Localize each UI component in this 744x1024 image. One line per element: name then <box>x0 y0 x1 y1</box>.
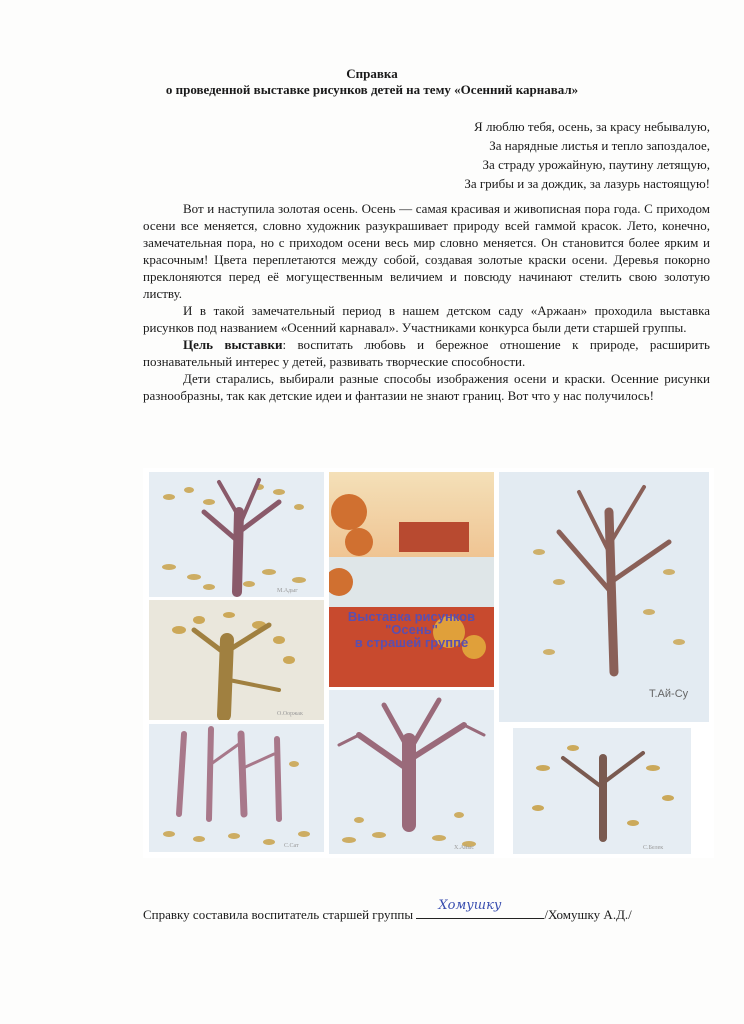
goal-text: : воспитать любовь и бережное отношение к природе, расширить познавательный интерес у детей, развивать творческие способности. <box>143 337 710 369</box>
drawing-tile <box>149 600 324 720</box>
drawing-tile <box>149 472 324 597</box>
poster-caption-line: Выставка рисунков <box>347 609 476 624</box>
poem-line: Я люблю тебя, осень, за красу небывалую, <box>474 119 710 134</box>
signature-field <box>416 898 544 919</box>
goal-label: Цель выставки <box>183 337 283 352</box>
drawing-tile <box>329 690 494 854</box>
drawings-collage <box>143 468 714 858</box>
doc-title: Справка <box>346 66 398 81</box>
drawing-signature: Т.Ай-Су <box>649 688 689 700</box>
poster-caption-line: в страшей группе <box>354 635 469 650</box>
paragraph: Вот и наступила золотая осень. Осень — самая красивая и живописная пора года. С приходом осени все меняется, словно художник разукрашивает природу всей гаммой красок. Лето, конечно, замечательная пора, но с приходом осени весь мир словно меняется. Он становится более ярким и красочным! Цвета переплетаются между собой, создавая золотые краски осени. Деревья покорно преклоняются перед её могущественным величием и повсюду начинают стелить свою золотую листву. <box>143 201 710 301</box>
poem-line: За нарядные листья и тепло запоздалое, <box>489 138 710 153</box>
report-body <box>143 200 710 404</box>
poem <box>464 117 710 193</box>
doc-subtitle: о проведенной выставке рисунков детей на тему «Осенний карнавал» <box>165 82 579 97</box>
signature-prefix: Справку составила воспитатель старшей группы <box>143 907 414 922</box>
paragraph: И в такой замечательный период в нашем детском саду «Аржаан» проходила выставка рисунков под названием «Осенний карнавал». Участниками конкурса были дети старшей группы. <box>143 303 710 335</box>
drawing-signature: С.Белек <box>643 845 664 851</box>
drawing-signature: О.Ооржак <box>277 711 303 717</box>
poem-line: За грибы и за дождик, за лазурь настоящую! <box>464 176 710 191</box>
paragraph <box>143 336 710 370</box>
poem-line: За страду урожайную, паутину летящую, <box>482 157 710 172</box>
exhibition-poster <box>329 472 494 687</box>
poster-caption-line: "Осень" <box>385 622 438 637</box>
drawing-signature: С.Сат <box>284 843 299 849</box>
drawing-tile <box>499 472 709 722</box>
drawing-signature: М.Адыг <box>277 588 298 594</box>
drawing-signature: Х.Айыс <box>454 845 475 851</box>
handwritten-signature: Хомушку <box>438 898 502 913</box>
drawing-tile <box>513 728 691 854</box>
drawing-tile <box>149 724 324 852</box>
paragraph: Дети старались, выбирали разные способы изображения осени и краски. Осенние рисунки разнообразны, так как детские идеи и фантазии не знают границ. Вот что у нас получилось! <box>143 371 710 403</box>
poster-caption <box>329 610 494 649</box>
signature-line <box>143 898 632 923</box>
signature-name: /Хомушку А.Д./ <box>544 907 632 922</box>
